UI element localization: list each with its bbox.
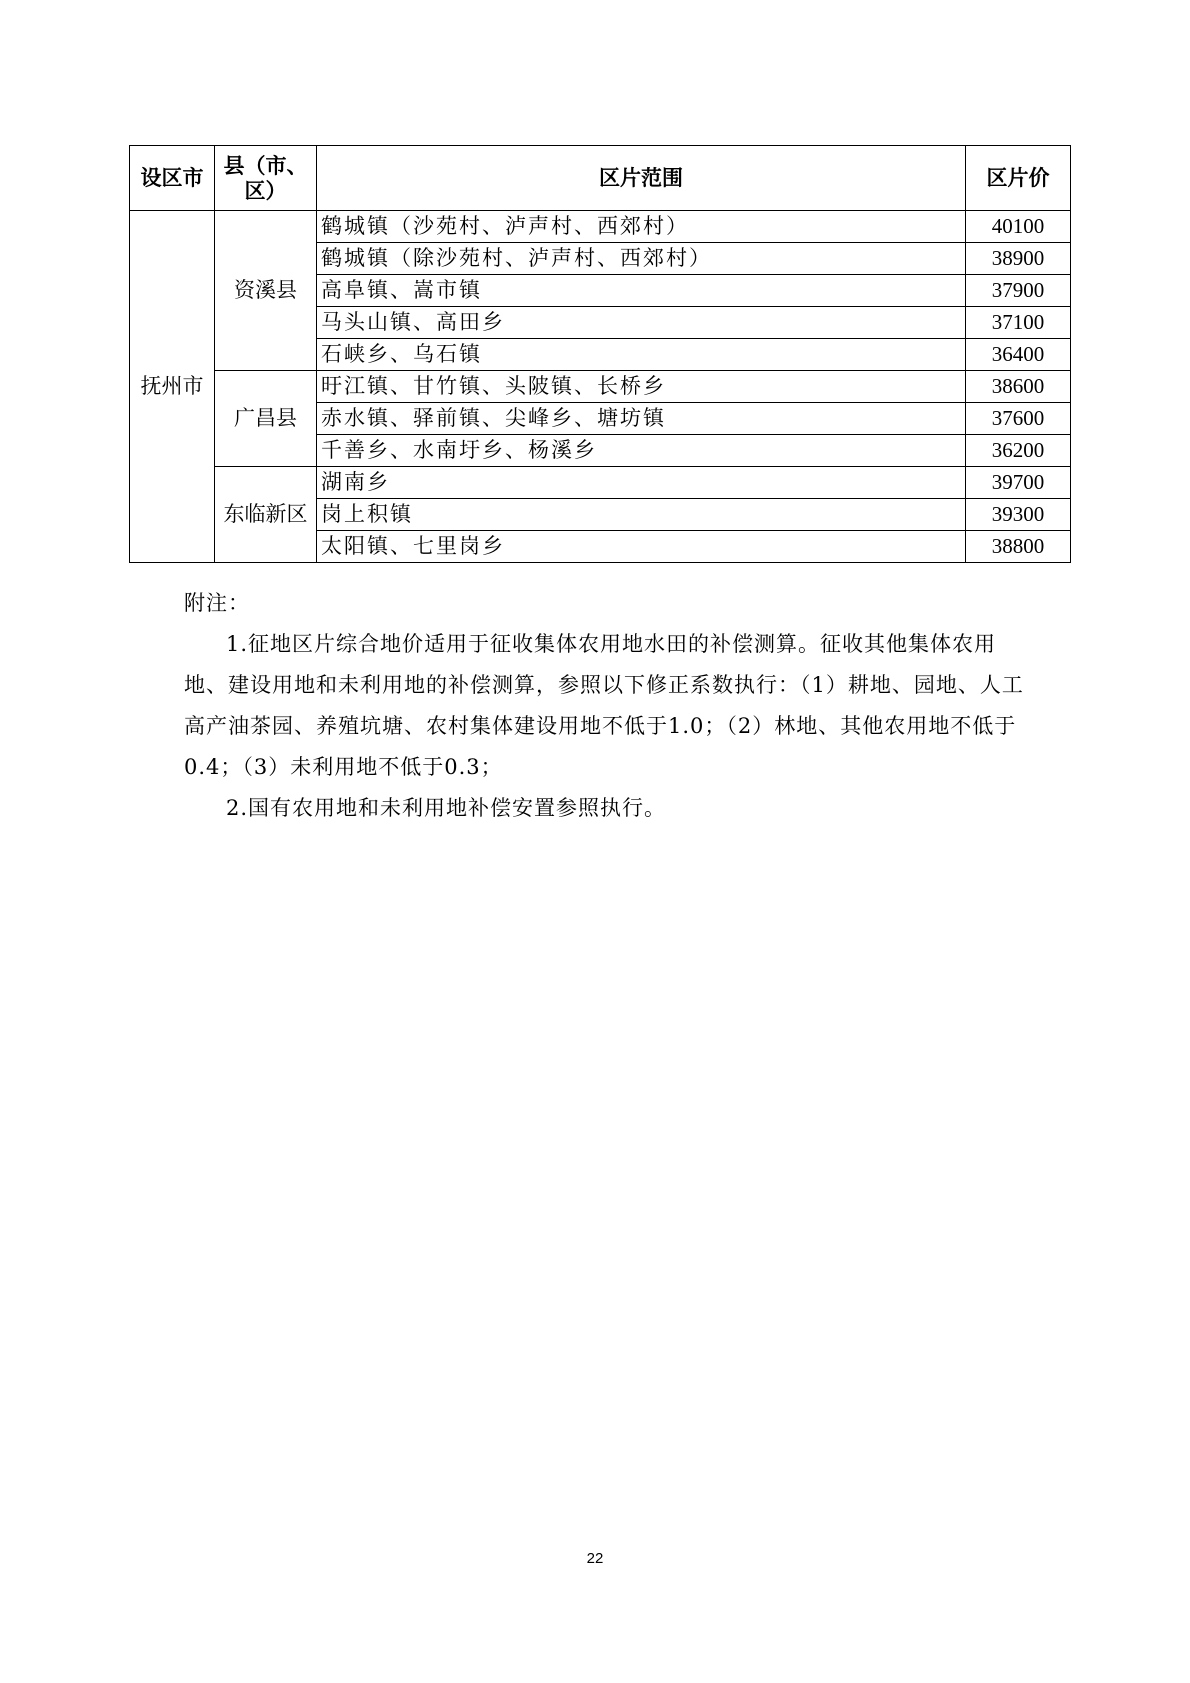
table-row [130, 467, 1071, 499]
note-item-2: 2.国有农用地和未利用地补偿安置参照执行。 [226, 796, 667, 820]
area-cell: 千善乡、水南圩乡、杨溪乡 [317, 435, 966, 467]
area-cell: 湖南乡 [317, 467, 966, 499]
area-cell: 岗上积镇 [317, 499, 966, 531]
area-cell: 赤水镇、驿前镇、尖峰乡、塘坊镇 [317, 403, 966, 435]
table-row [130, 211, 1071, 243]
page-number: 22 [586, 1550, 604, 1567]
notes-section [184, 583, 1024, 829]
price-cell: 38900 [966, 243, 1071, 275]
price-cell: 39300 [966, 499, 1071, 531]
city-cell: 抚州市 [130, 211, 215, 563]
county-cell: 东临新区 [215, 467, 317, 563]
header-city: 设区市 [130, 146, 215, 211]
area-cell: 鹤城镇（除沙苑村、泸声村、西郊村） [317, 243, 966, 275]
price-cell: 38800 [966, 531, 1071, 563]
table-row [130, 371, 1071, 403]
price-cell: 37100 [966, 307, 1071, 339]
price-cell: 38600 [966, 371, 1071, 403]
area-cell: 高阜镇、嵩市镇 [317, 275, 966, 307]
note-item-1: 1.征地区片综合地价适用于征收集体农用地水田的补偿测算。征收其他集体农用地、建设用地和未利用地的补偿测算，参照以下修正系数执行：（1）耕地、园地、人工高产油茶园、养殖坑塘、农村集体建设用地不低于1.0；（2）林地、其他农用地不低于0.4；（3）未利用地不低于0.3； [184, 632, 1024, 779]
area-cell: 太阳镇、七里岗乡 [317, 531, 966, 563]
price-cell: 36400 [966, 339, 1071, 371]
area-cell: 石峡乡、乌石镇 [317, 339, 966, 371]
header-county: 县（市、区） [215, 146, 317, 211]
county-cell: 资溪县 [215, 211, 317, 371]
header-price: 区片价 [966, 146, 1071, 211]
price-cell: 40100 [966, 211, 1071, 243]
area-cell: 马头山镇、高田乡 [317, 307, 966, 339]
area-cell: 旴江镇、甘竹镇、头陂镇、长桥乡 [317, 371, 966, 403]
area-cell: 鹤城镇（沙苑村、泸声村、西郊村） [317, 211, 966, 243]
land-price-table [129, 145, 1071, 563]
table-header-row [130, 146, 1071, 211]
price-cell: 39700 [966, 467, 1071, 499]
header-area: 区片范围 [317, 146, 966, 211]
county-cell: 广昌县 [215, 371, 317, 467]
price-cell: 37900 [966, 275, 1071, 307]
price-cell: 37600 [966, 403, 1071, 435]
price-cell: 36200 [966, 435, 1071, 467]
notes-heading: 附注： [184, 591, 250, 615]
